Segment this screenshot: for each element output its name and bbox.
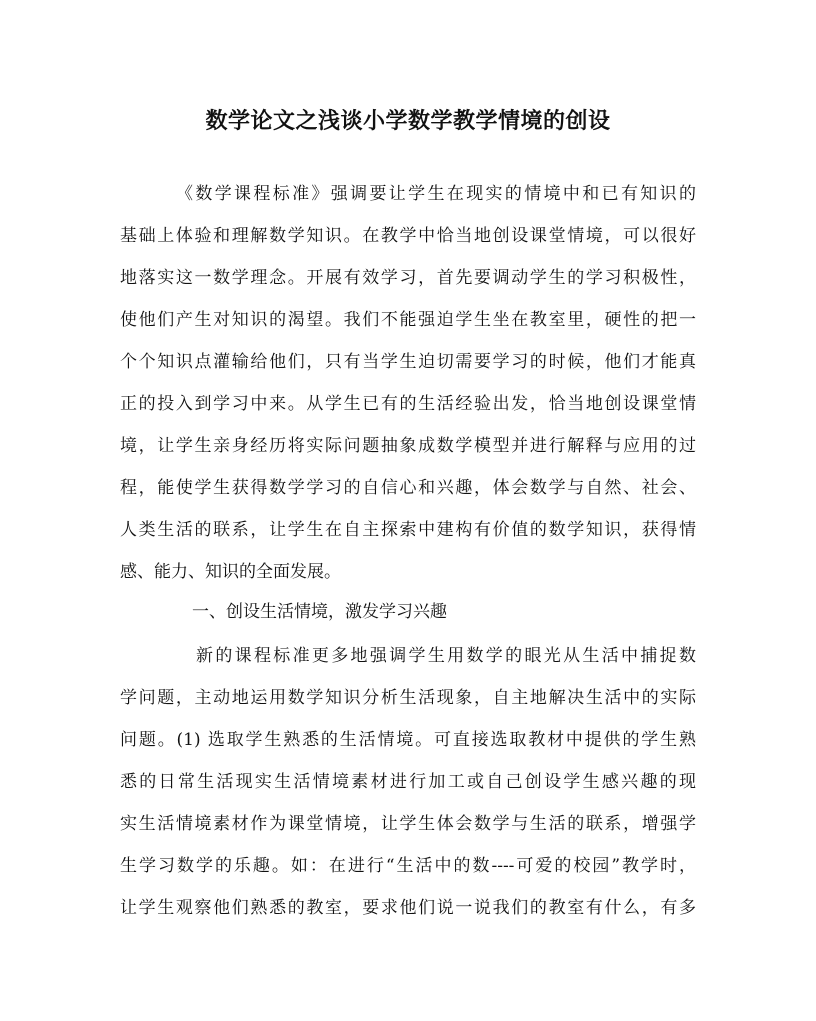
paragraph-line: 人类生活的联系，让学生在自主探索中建构有价值的数学知识，获得情 bbox=[120, 520, 696, 540]
paragraph-line: 让学生观察他们熟悉的教室，要求他们说一说我们的教室有什么，有多 bbox=[120, 898, 696, 918]
paragraph-line: 基础上体验和理解数学知识。在教学中恰当地创设课堂情境，可以很好 bbox=[120, 226, 696, 246]
paragraph-line: 新的课程标准更多地强调学生用数学的眼光从生活中捕捉数 bbox=[196, 646, 696, 666]
paragraph-line: 实生活情境素材作为课堂情境，让学生体会数学与生活的联系，增强学 bbox=[120, 814, 696, 834]
paragraph-line: 使他们产生对知识的渴望。我们不能强迫学生坐在教室里，硬性的把一 bbox=[120, 310, 696, 330]
paragraph-line: 问题。(1) 选取学生熟悉的生活情境。可直接选取教材中提供的学生熟 bbox=[120, 730, 696, 750]
paragraph-line: 感、能力、知识的全面发展。 bbox=[120, 562, 341, 582]
section-heading: 一、创设生活情境，激发学习兴趣 bbox=[192, 602, 447, 622]
document-title: 数学论文之浅谈小学数学教学情境的创设 bbox=[205, 108, 611, 134]
paragraph-line: 个个知识点灌输给他们，只有当学生迫切需要学习的时候，他们才能真 bbox=[120, 352, 696, 372]
paragraph-line: 地落实这一数学理念。开展有效学习，首先要调动学生的学习积极性， bbox=[120, 268, 696, 288]
paragraph-line: 学问题，主动地运用数学知识分析生活现象，自主地解决生活中的实际 bbox=[120, 688, 696, 708]
paragraph-line: 程，能使学生获得数学学习的自信心和兴趣，体会数学与自然、社会、 bbox=[120, 478, 696, 498]
paragraph-line: 生学习数学的乐趣。如：在进行“生活中的数----可爱的校园”教学时， bbox=[120, 856, 696, 876]
paragraph-line: 境，让学生亲身经历将实际问题抽象成数学模型并进行解释与应用的过 bbox=[120, 436, 696, 456]
paragraph-line: 正的投入到学习中来。从学生已有的生活经验出发，恰当地创设课堂情 bbox=[120, 394, 696, 414]
paragraph-line: 《数学课程标准》强调要让学生在现实的情境中和已有知识的 bbox=[176, 184, 696, 204]
paragraph-line: 悉的日常生活现实生活情境素材进行加工或自己创设学生感兴趣的现 bbox=[120, 772, 696, 792]
